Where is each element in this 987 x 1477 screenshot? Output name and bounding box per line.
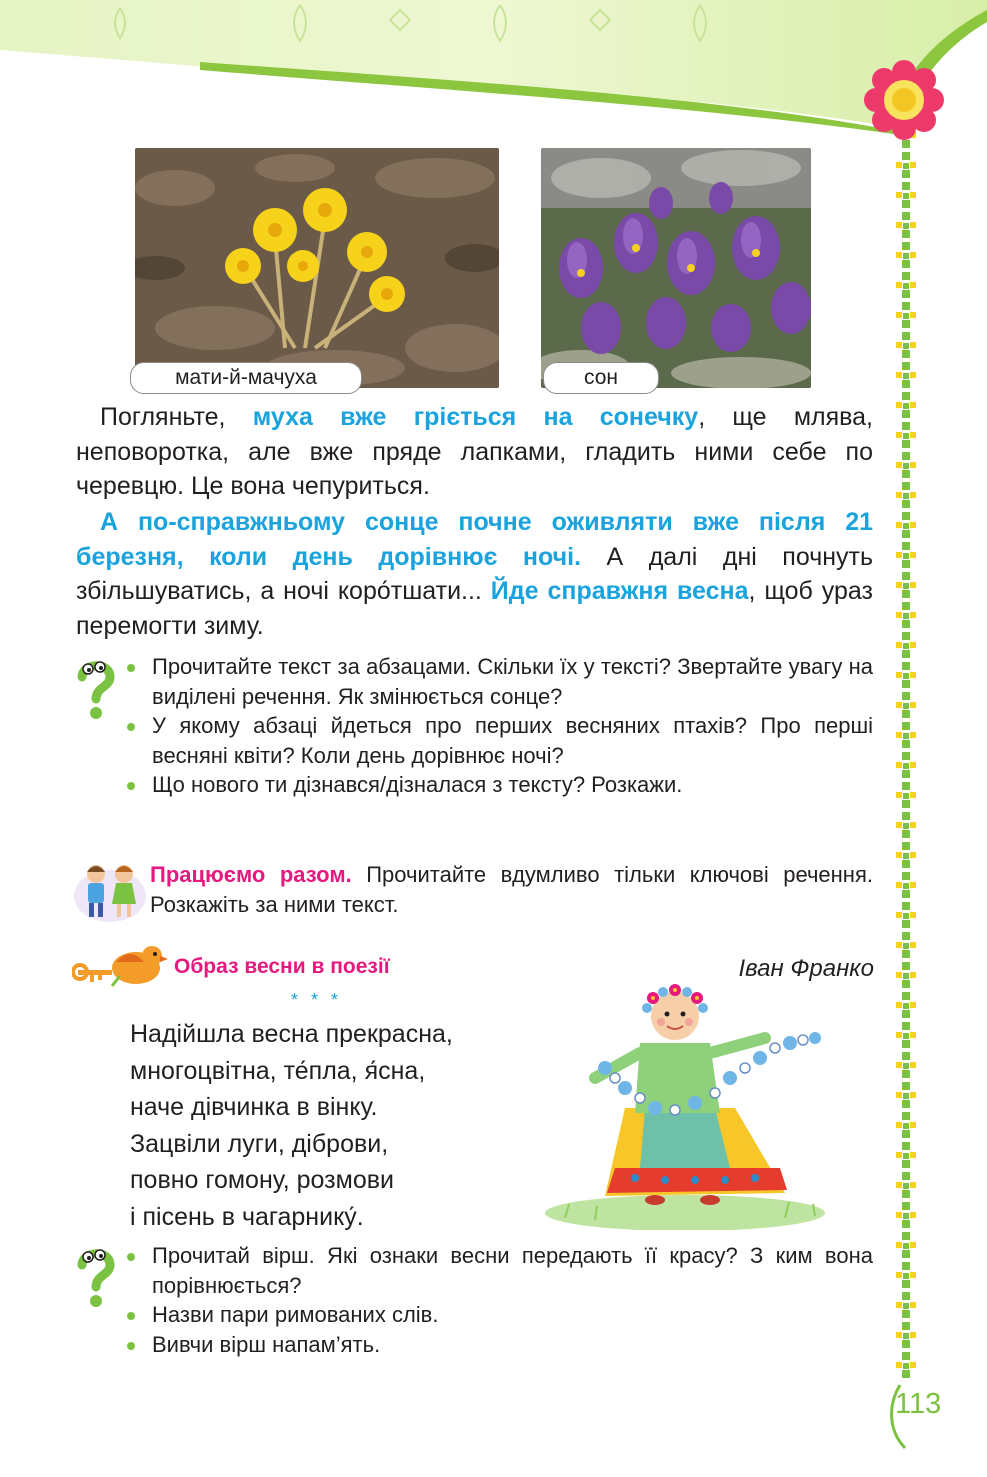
text-paragraph xyxy=(76,505,873,643)
flower-ornament xyxy=(862,58,946,142)
list-item: Прочитай вірш. Які ознаки весни передають її красу? З ким вона порівнюється? xyxy=(125,1241,873,1300)
highlighted-sentence: муха вже гріється на сонечку xyxy=(252,403,699,431)
coltsfoot-photo xyxy=(135,148,499,388)
para-text: , ще млява, неповоротка, але вже пряде лапками, гладить ними себе по черевцю. Це вона чепуриться. xyxy=(76,403,873,500)
para-text: , щоб ураз перемогти зиму. xyxy=(76,577,873,640)
list-item: У якому абзаці йдеться про перших весняних птахів? Про перші весняні квіти? Коли день дорівнює ночі? xyxy=(125,711,873,770)
question-mark-icon xyxy=(68,1243,124,1309)
question-list xyxy=(125,652,873,800)
list-item: Назви пари римованих слів. xyxy=(125,1300,873,1330)
list-item: Що нового ти дізнався/дізналася з тексту? Розкажи. xyxy=(125,770,873,800)
para-text: А далі дні почнуть збільшуватись, а ночі коро́тшати... xyxy=(76,542,873,605)
poem-line: повно гомону, розмови xyxy=(130,1166,394,1194)
poem-line: наче дівчинка в вінку. xyxy=(130,1093,378,1121)
para-text: Погляньте, xyxy=(100,403,253,431)
poem-line: Надійшла весна прекрасна, xyxy=(130,1020,453,1048)
poem-stars: * * * xyxy=(291,990,343,1010)
list-item: Вивчи вірш напам’ять. xyxy=(125,1330,873,1360)
poem-author: Іван Франко xyxy=(738,955,874,982)
bird-key-icon xyxy=(72,942,168,994)
poem-line: многоцвітна, те́пла, я́сна, xyxy=(130,1056,426,1085)
poem-line: Зацвіли луги, діброви, xyxy=(130,1129,389,1158)
section-title: Образ весни в поезії xyxy=(174,955,390,978)
spring-girl-illustration xyxy=(545,968,835,1230)
photo-caption: сон xyxy=(543,362,659,394)
highlighted-sentence: А по-справжньому сонце почне оживляти вже після 21 березня, коли день дорівнює ночі. xyxy=(76,508,873,571)
top-ornament-band xyxy=(0,0,987,135)
group-work-instruction: Прочитайте вдумливо тільки ключові речення. Розкажіть за ними текст. xyxy=(150,862,873,917)
poem-line: і пісень в чагарнику́. xyxy=(130,1202,364,1231)
pasqueflower-photo xyxy=(541,148,811,388)
list-item: Прочитайте текст за абзацами. Скільки їх у тексті? Звертайте увагу на виділені речення. Як змінюється сонце? xyxy=(125,652,873,711)
photo-caption: мати-й-мачуха xyxy=(130,362,362,394)
text-paragraph xyxy=(76,400,873,504)
page-number: 113 xyxy=(895,1388,942,1420)
question-mark-icon xyxy=(68,655,124,721)
embroidery-border xyxy=(886,120,926,1380)
group-work-text xyxy=(150,860,873,920)
highlighted-sentence: Йде справжня весна xyxy=(490,577,749,605)
question-list xyxy=(125,1241,873,1359)
group-work-label: Працюємо разом. xyxy=(150,862,352,887)
kids-group-icon xyxy=(72,856,148,922)
poem xyxy=(130,1016,453,1235)
